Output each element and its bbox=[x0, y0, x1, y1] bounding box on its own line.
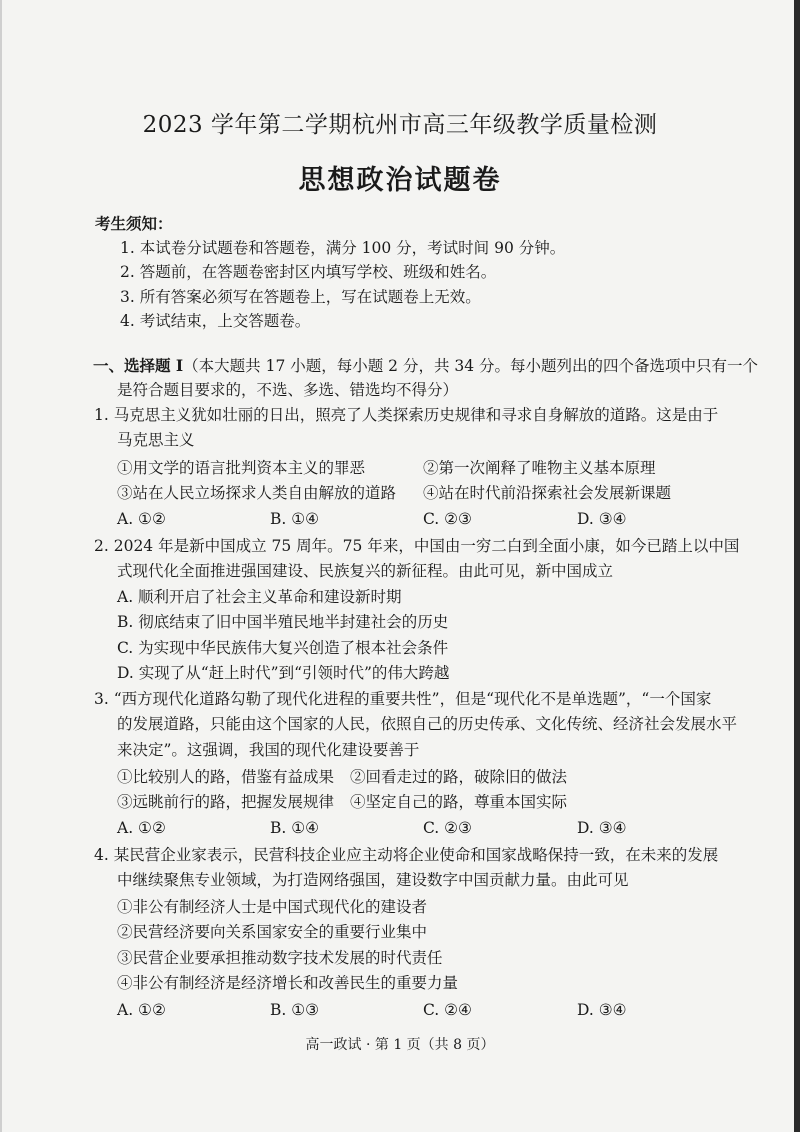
exam-title: 2023 学年第二学期杭州市高三年级教学质量检测 bbox=[142, 112, 658, 138]
statement: ③远眺前行的路，把握发展规律 bbox=[117, 793, 335, 811]
question-stem: 的发展道路，只能由这个国家的人民，依照自己的历史传承、文化传统、经济社会发展水平 bbox=[117, 715, 738, 733]
notice-item: 4. 考试结束，上交答题卷。 bbox=[120, 312, 311, 330]
answer-choice: B. ①④ bbox=[270, 510, 320, 528]
notice-item: 3. 所有答案必须写在答题卷上，写在试题卷上无效。 bbox=[120, 288, 481, 306]
notice-item: 2. 答题前，在答题卷密封区内填写学校、班级和姓名。 bbox=[120, 263, 497, 281]
answer-choice: C. ②③ bbox=[423, 819, 472, 837]
answer-choice: C. ②③ bbox=[423, 510, 472, 528]
section-desc-cont: 是符合题目要求的，不选、多选、错选均不得分） bbox=[117, 381, 459, 399]
statement: ①比较别人的路，借鉴有益成果 bbox=[117, 768, 335, 786]
answer-choice: B. 彻底结束了旧中国半殖民地半封建社会的历史 bbox=[117, 613, 449, 631]
answer-choice: D. ③④ bbox=[577, 1001, 627, 1019]
section-heading-row bbox=[93, 356, 758, 376]
question-stem: 马克思主义 bbox=[117, 431, 195, 449]
question-stem: 中继续聚焦专业领域，为打造网络强国，建设数字中国贡献力量。由此可见 bbox=[117, 871, 629, 889]
answer-choice: A. ①② bbox=[117, 510, 166, 528]
statement: ③民营企业要承担推动数字技术发展的时代责任 bbox=[117, 949, 443, 967]
section-heading: 一、选择题 I bbox=[93, 356, 184, 375]
statement: ④站在时代前沿探索社会发展新课题 bbox=[423, 484, 672, 502]
statement: ①非公有制经济人士是中国式现代化的建设者 bbox=[117, 898, 428, 916]
answer-choice: C. ②④ bbox=[423, 1001, 472, 1019]
statement: ①用文学的语言批判资本主义的罪恶 bbox=[117, 459, 366, 477]
answer-choice: A. 顺利开启了社会主义革命和建设新时期 bbox=[117, 588, 402, 606]
answer-choice: A. ①② bbox=[117, 819, 166, 837]
question-stem: 式现代化全面推进强国建设、民族复兴的新征程。由此可见，新中国成立 bbox=[117, 562, 614, 580]
statement: ④坚定自己的路，尊重本国实际 bbox=[350, 793, 568, 811]
answer-choice: B. ①④ bbox=[270, 819, 320, 837]
statement: ②民营经济要向关系国家安全的重要行业集中 bbox=[117, 923, 428, 941]
answer-choice: A. ①② bbox=[117, 1001, 166, 1019]
section-desc: （本大题共 17 小题，每小题 2 分，共 34 分。每小题列出的四个备选项中只有一个 bbox=[183, 357, 759, 375]
question-stem: 来决定”。这强调，我国的现代化建设要善于 bbox=[117, 741, 420, 759]
statement: ④非公有制经济是经济增长和改善民生的重要力量 bbox=[117, 974, 459, 992]
answer-choice: C. 为实现中华民族伟大复兴创造了根本社会条件 bbox=[117, 639, 449, 657]
answer-choice: D. ③④ bbox=[577, 819, 627, 837]
question-stem: 1. 马克思主义犹如壮丽的日出，照亮了人类探索历史规律和寻求自身解放的道路。这是由于 bbox=[94, 406, 719, 424]
statement: ③站在人民立场探求人类自由解放的道路 bbox=[117, 484, 397, 502]
notice-item: 1. 本试卷分试题卷和答题卷，满分 100 分，考试时间 90 分钟。 bbox=[120, 239, 566, 257]
answer-choice: D. 实现了从“赶上时代”到“引领时代”的伟大跨越 bbox=[117, 664, 450, 682]
subject-title: 思想政治试题卷 bbox=[298, 165, 502, 196]
statement: ②回看走过的路，破除旧的做法 bbox=[350, 768, 568, 786]
statement: ②第一次阐释了唯物主义基本原理 bbox=[423, 459, 656, 477]
page-footer: 高一政试 · 第 1 页（共 8 页） bbox=[305, 1037, 495, 1053]
notice-heading: 考生须知： bbox=[95, 214, 173, 233]
question-stem: 3. “西方现代化道路勾勒了现代化进程的重要共性”，但是“现代化不是单选题”，“一个国家 bbox=[94, 690, 712, 708]
answer-choice: B. ①③ bbox=[270, 1001, 320, 1019]
question-stem: 4. 某民营企业家表示，民营科技企业应主动将企业使命和国家战略保持一致，在未来的发展 bbox=[94, 846, 719, 864]
question-stem: 2. 2024 年是新中国成立 75 周年。75 年来，中国由一穷二白到全面小康，如今已踏上以中国 bbox=[94, 537, 740, 555]
answer-choice: D. ③④ bbox=[577, 510, 627, 528]
